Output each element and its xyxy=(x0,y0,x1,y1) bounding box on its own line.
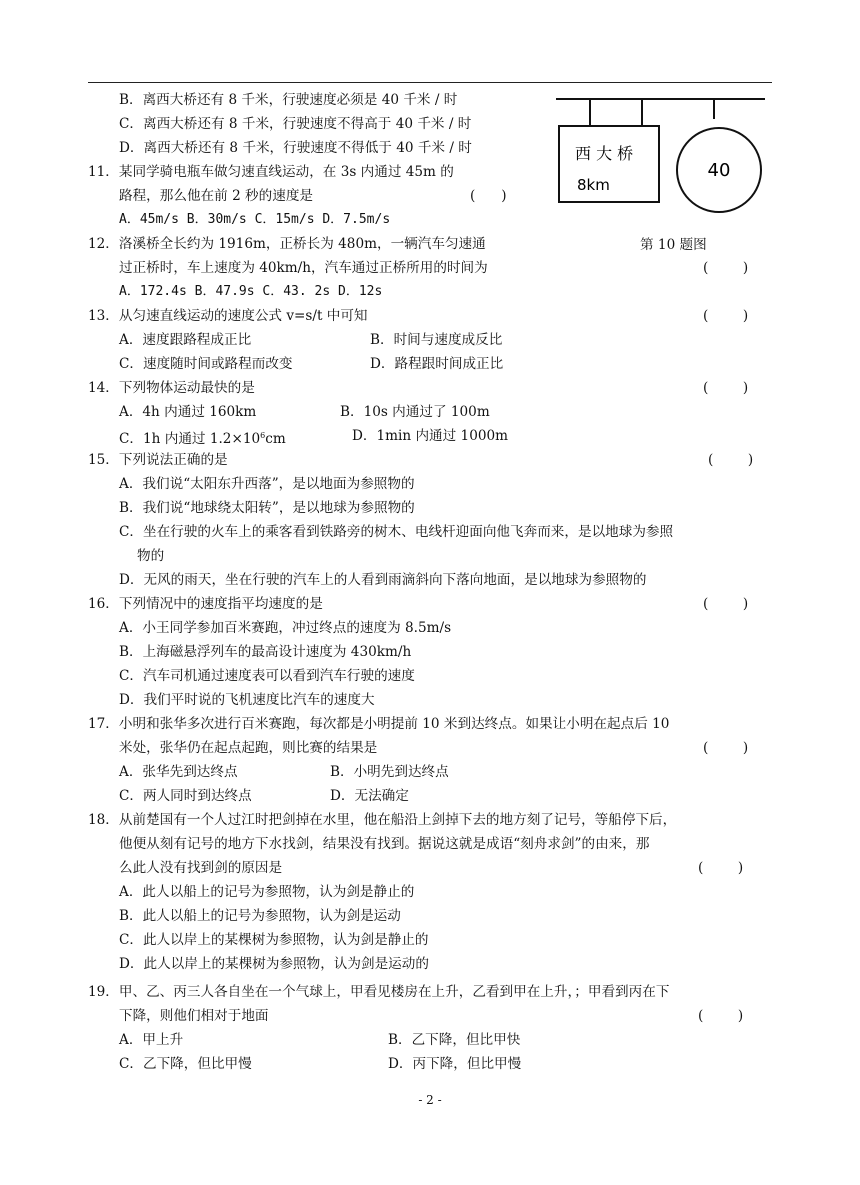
figure-caption: 第 10 题图 xyxy=(640,237,707,253)
q17-stem-2: 米处，张华仍在起点起跑，则比赛的结果是 xyxy=(119,740,378,756)
q14-option-a: A．4h 内通过 160km xyxy=(119,404,257,420)
q14-option-b: B．10s 内通过了 100m xyxy=(340,404,490,420)
q16-option-d: D．我们平时说的飞机速度比汽车的速度大 xyxy=(119,692,375,708)
q18-stem-2: 他便从刻有记号的地方下水找剑，结果没有找到。据说这就是成语“刻舟求剑”的由来，那 xyxy=(119,836,650,852)
sign-name-text: 西 大 桥 xyxy=(575,144,634,163)
q19-option-a: A．甲上升 xyxy=(119,1032,184,1048)
q16-option-b: B．上海磁悬浮列车的最高设计速度为 430km/h xyxy=(119,644,412,660)
q17-option-c: C．两人同时到达终点 xyxy=(119,788,252,804)
q19-option-d: D．丙下降，但比甲慢 xyxy=(388,1056,522,1072)
q16-option-a: A．小王同学参加百米赛跑，冲过终点的速度为 8.5m/s xyxy=(119,620,452,636)
q15-option-d: D．无风的雨天，坐在行驶的汽车上的人看到雨滴斜向下落向地面，是以地球为参照物的 xyxy=(119,572,647,588)
bridge-sign-figure xyxy=(550,92,770,232)
q17-stem: 17．小明和张华多次进行百米赛跑，每次都是小明提前 10 米到达终点。如果让小明在起点后 10 xyxy=(88,716,670,732)
q13-option-b: B．时间与速度成反比 xyxy=(370,332,503,348)
q19-option-c: C．乙下降，但比甲慢 xyxy=(119,1056,252,1072)
q17-answer-paren: ( ) xyxy=(703,740,749,756)
q10-option-c: C．离西大桥还有 8 千米，行驶速度不得高于 40 千米 / 时 xyxy=(119,116,472,132)
q19-answer-paren: ( ) xyxy=(698,1008,744,1024)
q18-answer-paren: ( ) xyxy=(698,860,744,876)
q17-option-b: B．小明先到达终点 xyxy=(330,764,449,780)
q15-answer-paren: ( ) xyxy=(708,452,754,468)
q19-stem: 19．甲、乙、丙三人各自坐在一个气球上，甲看见楼房在上升，乙看到甲在上升，；甲看到丙在下 xyxy=(88,984,670,1000)
q15-option-c: C．坐在行驶的火车上的乘客看到铁路旁的树木、电线杆迎面向他飞奔而来，是以地球为参照 xyxy=(119,524,674,540)
q19-stem-2: 下降，则他们相对于地面 xyxy=(119,1008,269,1024)
q18-stem-3: 么此人没有找到剑的原因是 xyxy=(119,860,283,876)
q14-option-c-text: C．1h 内通过 1.2×10 xyxy=(119,431,261,447)
q10-option-b: B．离西大桥还有 8 千米，行驶速度必须是 40 千米 / 时 xyxy=(119,92,458,108)
q10-option-d: D．离西大桥还有 8 千米，行驶速度不得低于 40 千米 / 时 xyxy=(119,140,472,156)
q17-option-d: D．无法确定 xyxy=(330,788,409,804)
q18-option-b: B．此人以船上的记号为参照物，认为剑是运动 xyxy=(119,908,401,924)
q13-option-d: D．路程跟时间成正比 xyxy=(370,356,504,372)
q14-option-c xyxy=(119,427,286,448)
q11-stem: 11．某同学骑电瓶车做匀速直线运动，在 3s 内通过 45m 的 xyxy=(88,164,454,180)
q15-option-a: A．我们说“太阳东升西落”，是以地面为参照物的 xyxy=(119,476,415,492)
figure-10 xyxy=(550,92,770,236)
q13-option-a: A．速度跟路程成正比 xyxy=(119,332,252,348)
q13-option-c: C．速度随时间或路程而改变 xyxy=(119,356,293,372)
q16-option-c: C．汽车司机通过速度表可以看到汽车行驶的速度 xyxy=(119,668,415,684)
q18-stem: 18．从前楚国有一个人过江时把剑掉在水里，他在船沿上剑掉下去的地方刻了记号，等船停下后， xyxy=(88,812,677,828)
q19-option-b: B．乙下降，但比甲快 xyxy=(388,1032,521,1048)
q12-stem-2: 过正桥时，车上速度为 40km/h，汽车通过正桥所用的时间为 xyxy=(119,260,488,276)
q16-answer-paren: ( ) xyxy=(703,596,749,612)
q13-answer-paren: ( ) xyxy=(703,308,749,324)
q11-options: A．45m/s B．30m/s C．15m/s D．7.5m/s xyxy=(119,212,391,227)
q12-options: A．172.4s B．47.9s C．43. 2s D．12s xyxy=(119,284,383,299)
q15-option-c-cont: 物的 xyxy=(137,548,165,564)
q17-option-a: A．张华先到达终点 xyxy=(119,764,238,780)
q14-option-d: D．1min 内通过 1000m xyxy=(352,428,509,444)
sign-distance-text: 8km xyxy=(577,176,610,194)
q13-stem: 13．从匀速直线运动的速度公式 v=s/t 中可知 xyxy=(88,308,368,324)
speed-limit-text: 40 xyxy=(707,160,731,181)
q14-option-c-exponent: 6 xyxy=(260,431,266,440)
q11-stem-2: 路程，那么他在前 2 秒的速度是 xyxy=(119,188,314,204)
q12-stem: 12．洛溪桥全长约为 1916m，正桥长为 480m，一辆汽车匀速通 xyxy=(88,236,486,252)
q14-answer-paren: ( ) xyxy=(703,380,749,396)
header-rule xyxy=(88,82,772,83)
q18-option-c: C．此人以岸上的某棵树为参照物，认为剑是静止的 xyxy=(119,932,429,948)
q18-option-d: D．此人以岸上的某棵树为参照物，认为剑是运动的 xyxy=(119,956,429,972)
q12-answer-paren: ( ) xyxy=(703,260,749,276)
q16-stem: 16．下列情况中的速度指平均速度的是 xyxy=(88,596,323,612)
q15-stem: 15．下列说法正确的是 xyxy=(88,452,228,468)
q14-stem: 14．下列物体运动最快的是 xyxy=(88,380,255,396)
q14-option-c-unit: cm xyxy=(265,431,286,447)
q11-answer-paren: ( ) xyxy=(470,188,507,204)
q18-option-a: A．此人以船上的记号为参照物，认为剑是静止的 xyxy=(119,884,415,900)
q15-option-b: B．我们说“地球绕太阳转”，是以地球为参照物的 xyxy=(119,500,415,516)
page-number: - 2 - xyxy=(418,1093,442,1107)
